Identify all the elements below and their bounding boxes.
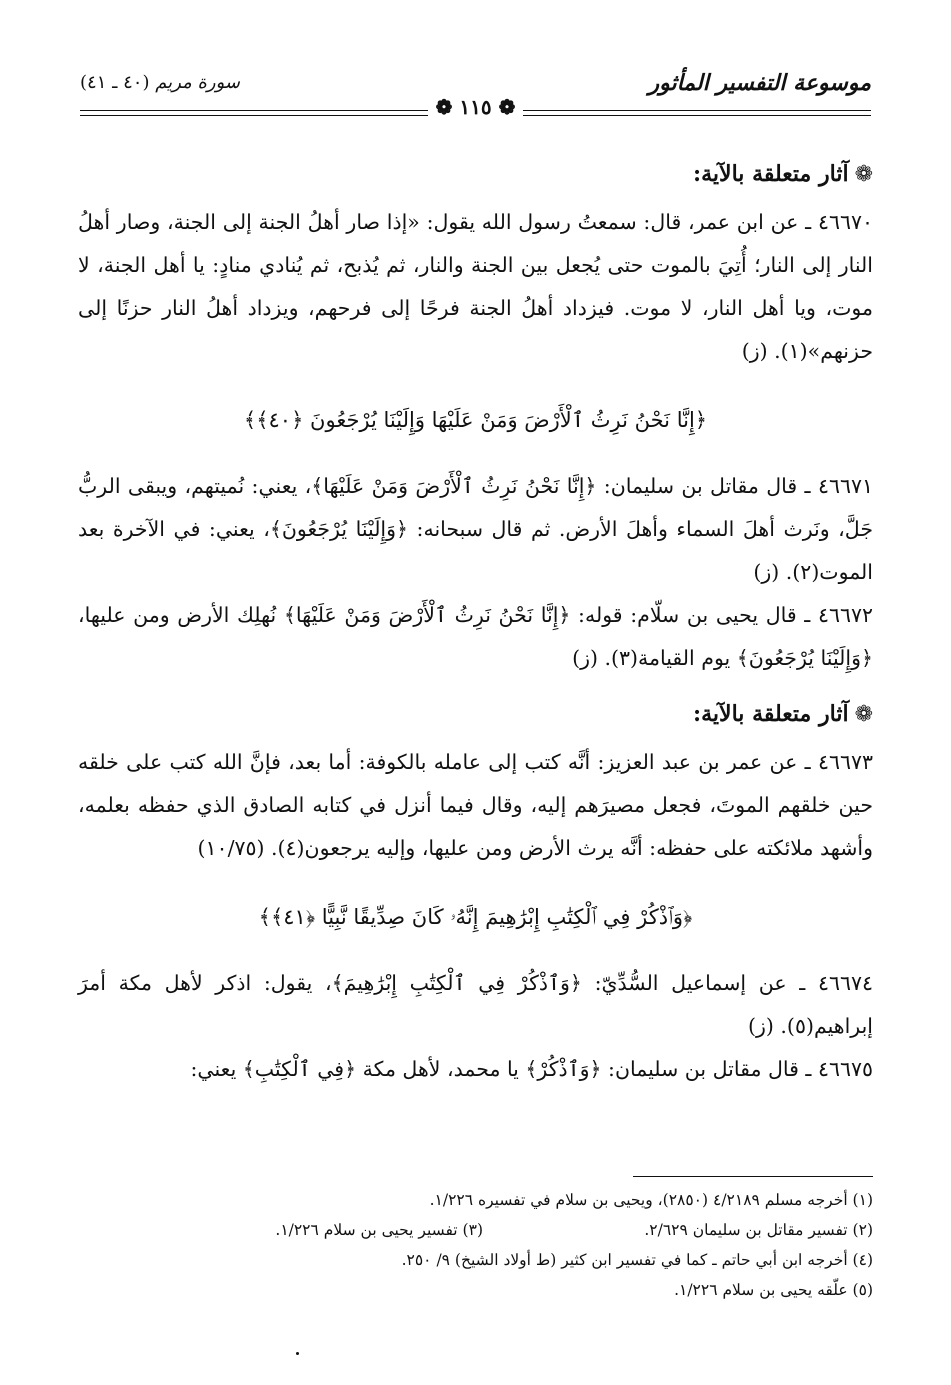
narration-46675: ٤٦٦٧٥ ـ قال مقاتل بن سليمان: ﴿وَٱذْكُرْ﴾ يا محمد، لأهل مكة ﴿فِي ٱلْكِتَٰبِ﴾ يعني: [190,1057,873,1081]
quran-verse-40: ﴿إِنَّا نَحْنُ نَرِثُ ٱلْأَرْضَ وَمَنْ عَلَيْهَا وَإِلَيْنَا يُرْجَعُونَ ﴿٤٠﴾﴾ [243,408,708,432]
section-heading [78,154,873,195]
flower-ornament-icon: ❁ [854,702,873,727]
narration-46671: ٤٦٦٧١ ـ قال مقاتل بن سليمان: ﴿إِنَّا نَحْنُ نَرِثُ ٱلْأَرْضَ وَمَنْ عَلَيْهَا﴾، يعني: نُميتهم، ويبقى الربُّ جَلَّ، ونَرث أهلَ السماء وأهلَ الأرض. ثم قال سبحانه: ﴿وَإِلَيْنَا يُرْجَعُونَ﴾، يعني: في الآخرة بعد الموت(٢). (ز) [78,474,873,584]
section-heading-text-2: آثار متعلقة بالآية: [693,701,849,727]
surah-name: سورة مريم [155,72,240,93]
quran-verse-41: ﴿وَٱذْكُرْ فِي ٱلْكِتَٰبِ إِبْرَٰهِيمَ إِنَّهُۥ كَانَ صِدِّيقًا نَّبِيًّا ﴿٤١﴾﴾ [258,905,693,929]
footnote-3: (٣) تفسير يحيى بن سلام ١/٢٢٦. [275,1221,483,1239]
surah-reference [80,72,240,93]
footnote-4: (٤) أخرجه ابن أبي حاتم ـ كما في تفسير ابن كثير (ط أولاد الشيخ) ٩/ ٢٥٠. [401,1251,873,1269]
stray-dot [296,1352,299,1355]
verse-range: (٤٠ ـ ٤١) [80,72,150,93]
main-text [78,150,873,1091]
footnote-2: (٢) تفسير مقاتل بن سليمان ٢/٦٢٩. [644,1221,873,1239]
narration-46673: ٤٦٦٧٣ ـ عن عمر بن عبد العزيز: أنَّه كتب إلى عامله بالكوفة: أما بعد، فإنَّ الله كتب على خلقه حين خلقهم الموتَ، فجعل مصيرَهم إليه، وقال فيما أنزل في كتابه الصادق الذي حفظه بعلمه، وأشهد ملائكته على حفظه: أنَّه يرث الأرض ومن عليها، وإليه يرجعون(٤). (١٠/٧٥) [78,750,873,860]
narration-46670: ٤٦٦٧٠ ـ عن ابن عمر، قال: سمعتُ رسول الله يقول: «إذا صار أهلُ الجنة إلى الجنة، وصار أهلُ النار إلى النار؛ أُتِيَ بالموت حتى يُجعل بين الجنة والنار، ثم يُذبح، ثم يُنادي منادٍ: يا أهل الجنة، لا موت، ويا أهل النار، لا موت. فيزداد أهلُ الجنة فرحًا إلى فرحهم، ويزداد أهلُ النار حزنًا إلى حزنهم»(١). (ز) [78,210,873,363]
flower-ornament-icon: ❁ [854,162,873,187]
page-number-wrap [0,95,951,119]
section-heading-2 [78,694,873,735]
section-heading-text: آثار متعلقة بالآية: [693,161,849,187]
footnote-5: (٥) علّقه يحيى بن سلام ١/٢٢٦. [674,1281,873,1299]
narration-46674: ٤٦٦٧٤ ـ عن إسماعيل السُّدِّيّ: ﴿وَٱذْكُرْ فِي ٱلْكِتَٰبِ إِبْرَٰهِيمَ﴾، يقول: اذكر لأهل مكة أمرَ إبراهيم(٥). (ز) [78,971,873,1038]
page-number: ❁ ١١٥ ❁ [428,95,524,119]
footnote-1: (١) أخرجه مسلم ٤/٢١٨٩ (٢٨٥٠)، ويحيى بن سلام في تفسيره ١/٢٢٦. [429,1191,873,1209]
page-number-value: ١١٥ [459,95,492,119]
narration-46672: ٤٦٦٧٢ ـ قال يحيى بن سلّام: قوله: ﴿إِنَّا نَحْنُ نَرِثُ ٱلْأَرْضَ وَمَنْ عَلَيْهَا﴾ نُهلِك الأرض ومن عليها، ﴿وَإِلَيْنَا يُرْجَعُونَ﴾ يوم القيامة(٣). (ز) [78,603,873,670]
book-title: موسوعة التفسير المأثور [648,70,871,96]
footnote-separator [633,1176,873,1177]
footnotes [78,1185,873,1305]
footnote-row-2-3 [78,1215,873,1245]
